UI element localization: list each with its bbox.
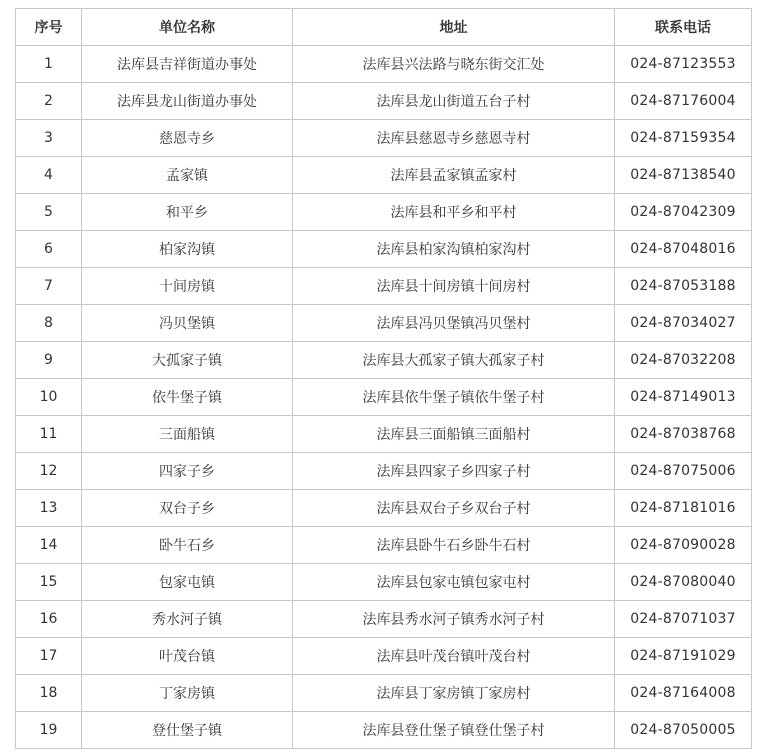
table-row <box>16 46 752 83</box>
cell-unit-name: 十间房镇 <box>82 268 293 305</box>
cell-unit-name: 秀水河子镇 <box>82 601 293 638</box>
cell-index: 18 <box>16 675 82 712</box>
table-row <box>16 490 752 527</box>
table-row <box>16 453 752 490</box>
contact-table <box>15 8 752 749</box>
cell-index: 7 <box>16 268 82 305</box>
cell-phone: 024-87042309 <box>615 194 752 231</box>
table-row <box>16 675 752 712</box>
cell-unit-name: 法库县吉祥街道办事处 <box>82 46 293 83</box>
cell-unit-name: 双台子乡 <box>82 490 293 527</box>
cell-unit-name: 法库县龙山街道办事处 <box>82 83 293 120</box>
cell-phone: 024-87034027 <box>615 305 752 342</box>
cell-address: 法库县和平乡和平村 <box>293 194 615 231</box>
cell-index: 6 <box>16 231 82 268</box>
cell-index: 11 <box>16 416 82 453</box>
cell-unit-name: 包家屯镇 <box>82 564 293 601</box>
table-row <box>16 416 752 453</box>
cell-unit-name: 三面船镇 <box>82 416 293 453</box>
cell-index: 3 <box>16 120 82 157</box>
table-row <box>16 231 752 268</box>
cell-unit-name: 丁家房镇 <box>82 675 293 712</box>
table-row <box>16 342 752 379</box>
cell-phone: 024-87138540 <box>615 157 752 194</box>
cell-phone: 024-87053188 <box>615 268 752 305</box>
header-index: 序号 <box>16 9 82 46</box>
cell-phone: 024-87038768 <box>615 416 752 453</box>
cell-address: 法库县秀水河子镇秀水河子村 <box>293 601 615 638</box>
contact-table-container <box>15 8 752 749</box>
cell-unit-name: 慈恩寺乡 <box>82 120 293 157</box>
cell-index: 10 <box>16 379 82 416</box>
cell-phone: 024-87159354 <box>615 120 752 157</box>
cell-index: 15 <box>16 564 82 601</box>
cell-phone: 024-87050005 <box>615 712 752 749</box>
header-unit-name: 单位名称 <box>82 9 293 46</box>
table-row <box>16 527 752 564</box>
cell-address: 法库县包家屯镇包家屯村 <box>293 564 615 601</box>
cell-index: 1 <box>16 46 82 83</box>
cell-phone: 024-87176004 <box>615 83 752 120</box>
header-phone: 联系电话 <box>615 9 752 46</box>
table-row <box>16 379 752 416</box>
table-row <box>16 83 752 120</box>
cell-address: 法库县孟家镇孟家村 <box>293 157 615 194</box>
cell-unit-name: 登仕堡子镇 <box>82 712 293 749</box>
table-row <box>16 305 752 342</box>
cell-address: 法库县龙山街道五台子村 <box>293 83 615 120</box>
header-row <box>16 9 752 46</box>
cell-index: 16 <box>16 601 82 638</box>
header-address: 地址 <box>293 9 615 46</box>
cell-unit-name: 依牛堡子镇 <box>82 379 293 416</box>
cell-unit-name: 和平乡 <box>82 194 293 231</box>
cell-unit-name: 卧牛石乡 <box>82 527 293 564</box>
cell-phone: 024-87048016 <box>615 231 752 268</box>
cell-address: 法库县四家子乡四家子村 <box>293 453 615 490</box>
cell-address: 法库县卧牛石乡卧牛石村 <box>293 527 615 564</box>
table-row <box>16 157 752 194</box>
cell-index: 12 <box>16 453 82 490</box>
cell-unit-name: 叶茂台镇 <box>82 638 293 675</box>
table-body <box>16 46 752 749</box>
cell-phone: 024-87164008 <box>615 675 752 712</box>
table-row <box>16 601 752 638</box>
cell-index: 4 <box>16 157 82 194</box>
table-row <box>16 564 752 601</box>
cell-unit-name: 柏家沟镇 <box>82 231 293 268</box>
table-row <box>16 712 752 749</box>
cell-address: 法库县冯贝堡镇冯贝堡村 <box>293 305 615 342</box>
cell-index: 2 <box>16 83 82 120</box>
cell-phone: 024-87032208 <box>615 342 752 379</box>
cell-address: 法库县十间房镇十间房村 <box>293 268 615 305</box>
cell-phone: 024-87191029 <box>615 638 752 675</box>
table-row <box>16 194 752 231</box>
cell-index: 19 <box>16 712 82 749</box>
table-row <box>16 268 752 305</box>
cell-phone: 024-87080040 <box>615 564 752 601</box>
cell-unit-name: 大孤家子镇 <box>82 342 293 379</box>
cell-address: 法库县双台子乡双台子村 <box>293 490 615 527</box>
cell-index: 14 <box>16 527 82 564</box>
table-header <box>16 9 752 46</box>
cell-phone: 024-87149013 <box>615 379 752 416</box>
cell-index: 9 <box>16 342 82 379</box>
cell-address: 法库县柏家沟镇柏家沟村 <box>293 231 615 268</box>
cell-unit-name: 孟家镇 <box>82 157 293 194</box>
cell-phone: 024-87075006 <box>615 453 752 490</box>
cell-phone: 024-87090028 <box>615 527 752 564</box>
table-row <box>16 120 752 157</box>
cell-index: 5 <box>16 194 82 231</box>
cell-address: 法库县依牛堡子镇依牛堡子村 <box>293 379 615 416</box>
cell-index: 17 <box>16 638 82 675</box>
cell-address: 法库县三面船镇三面船村 <box>293 416 615 453</box>
cell-unit-name: 四家子乡 <box>82 453 293 490</box>
cell-phone: 024-87123553 <box>615 46 752 83</box>
cell-index: 8 <box>16 305 82 342</box>
cell-unit-name: 冯贝堡镇 <box>82 305 293 342</box>
cell-address: 法库县登仕堡子镇登仕堡子村 <box>293 712 615 749</box>
cell-phone: 024-87181016 <box>615 490 752 527</box>
cell-address: 法库县丁家房镇丁家房村 <box>293 675 615 712</box>
cell-address: 法库县大孤家子镇大孤家子村 <box>293 342 615 379</box>
table-row <box>16 638 752 675</box>
cell-address: 法库县叶茂台镇叶茂台村 <box>293 638 615 675</box>
cell-index: 13 <box>16 490 82 527</box>
cell-address: 法库县慈恩寺乡慈恩寺村 <box>293 120 615 157</box>
cell-address: 法库县兴法路与晓东街交汇处 <box>293 46 615 83</box>
cell-phone: 024-87071037 <box>615 601 752 638</box>
